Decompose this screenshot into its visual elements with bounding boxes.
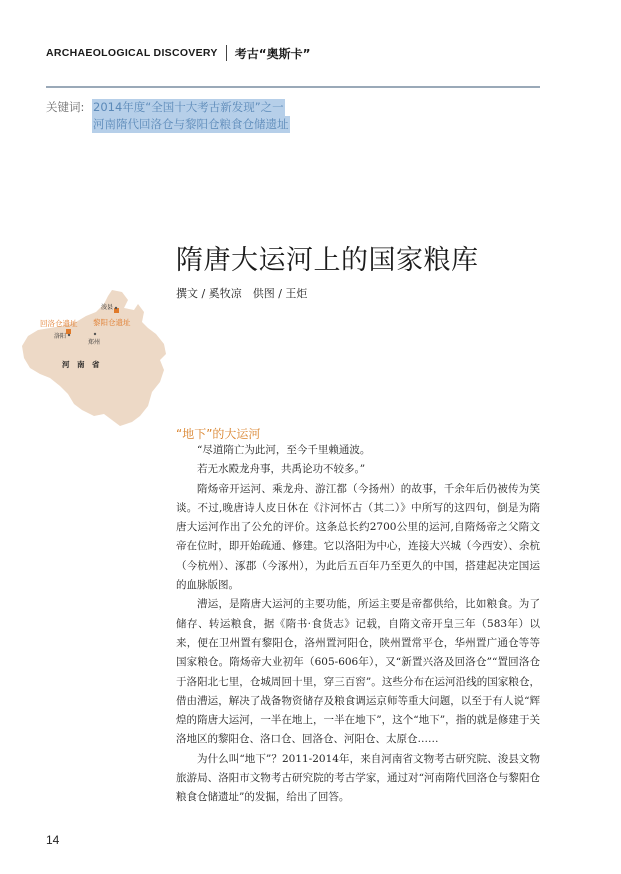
- poem-line-2: 若无水殿龙舟事，共禹论功不较多。”: [197, 463, 366, 476]
- section-heading: “地下”的大运河: [176, 427, 261, 441]
- article-body: [176, 441, 540, 808]
- header-chinese: 考古“奥斯卡”: [234, 46, 311, 61]
- article-byline: 撰文 / 奚牧凉 供图 / 王炬: [176, 287, 308, 300]
- paragraph-1: 隋炀帝开运河、乘龙舟、游江都（今扬州）的故事，千余年后仍被传为笑谈。不过,晚唐诗人皮日休在《汴河怀古（其二）》中所写的这四句，倒是为隋唐大运河作出了公允的评价。这条总长约2700公里的运河,自隋炀帝之父隋文帝在位时，即开始疏通、修建。它以洛阳为中心，连接大兴城（今西安）、余杭（今杭州）、涿郡（今涿州），为此后五百年乃至更久的中国，搭建起决定国运的血脉版图。: [176, 482, 540, 592]
- luoyang-dot: [68, 334, 70, 336]
- province-label: 河 南 省: [62, 360, 100, 369]
- huiluo-site-marker: [66, 329, 71, 334]
- page-number: 14: [46, 833, 60, 847]
- zhengzhou-dot: [94, 333, 96, 335]
- paragraph-3: 为什么叫“地下”？2011-2014年，来自河南省文物考古研究院、浚县文物旅游局、洛阳市文物考古研究院的考古学家，通过对“河南隋代回洛仓与黎阳仓粮食仓储遗址”的发掘，给出了回答。: [176, 752, 540, 804]
- site-label-huiluo: 回洛仓遗址: [40, 319, 78, 328]
- header-rule: [46, 86, 540, 88]
- keywords-label: 关键词:: [46, 100, 85, 114]
- header-english: ARCHAEOLOGICAL DISCOVERY: [46, 47, 218, 59]
- keywords-line-2: 河南隋代回洛仓与黎阳仓粮食仓储遗址: [93, 117, 289, 131]
- city-label-xunxian: 浚县: [101, 304, 114, 311]
- city-label-zhengzhou: 郑州: [88, 339, 101, 346]
- henan-map: [20, 288, 170, 428]
- city-label-luoyang: 洛阳: [54, 333, 67, 340]
- xunxian-dot: [115, 307, 117, 309]
- running-header: [46, 44, 311, 62]
- site-label-liyang: 黎阳仓遗址: [93, 318, 131, 327]
- header-divider: [226, 45, 227, 61]
- province-outline: [22, 290, 166, 426]
- article-title: 隋唐大运河上的国家粮库: [176, 245, 479, 276]
- keywords-line-1: 2014年度“全国十大考古新发现”之一: [93, 100, 284, 114]
- paragraph-2: 漕运，是隋唐大运河的主要功能，所运主要是帝都供给，比如粮食。为了储存、转运粮食，据《隋书·食货志》记载，自隋文帝开皇三年（583年）以来，便在卫州置有黎阳仓，洛州置河阳仓，陕州置常平仓，华州置广通仓等等国家粮仓。隋炀帝大业初年（605-606年），又“新置兴洛及回洛仓”“置回洛仓于洛阳北七里，仓城周回十里，穿三百窖”。这些分布在运河沿线的国家粮仓，借由漕运，解决了战备物资储存及粮食调运京师等重大问题，以至于有人说“辉煌的隋唐大运河，一半在地上，一半在地下”，这个“地下”，指的就是修建于关洛地区的黎阳仓、洛口仓、回洛仓、河阳仓、太原仓……: [176, 598, 540, 746]
- poem-line-1: “尽道隋亡为此河，至今千里赖通波。: [197, 444, 371, 456]
